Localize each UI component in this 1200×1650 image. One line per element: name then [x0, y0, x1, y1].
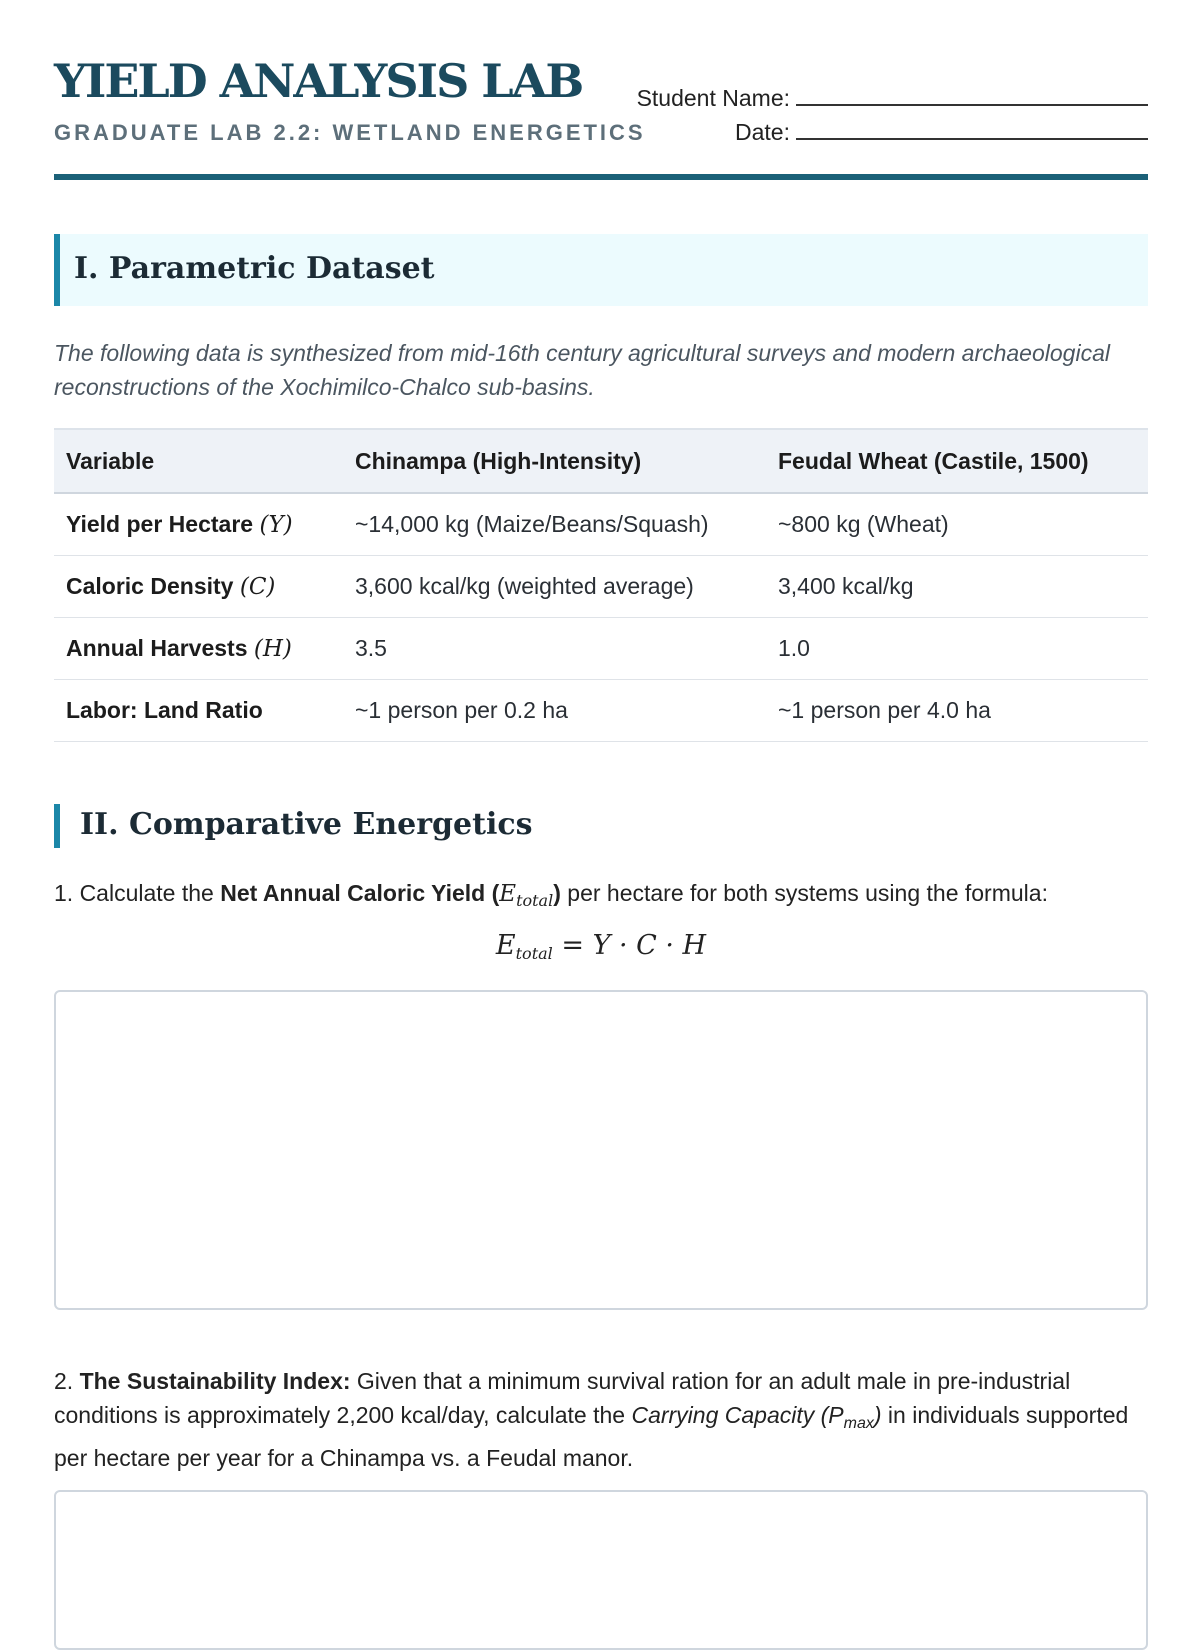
variable-cell	[54, 618, 343, 680]
formula-rhs: = Y · C · H	[552, 930, 707, 961]
parametric-data-table	[54, 428, 1148, 742]
student-info-fields	[628, 82, 1148, 150]
dataset-intro: The following data is synthesized from mid-16th century agricultural surveys and modern archaeological reconstructions of the Xochimilco-Chalco sub-basins.	[54, 340, 1110, 400]
student-name-field[interactable]	[796, 82, 1148, 106]
chinampa-cell: ~14,000 kg (Maize/Beans/Squash)	[343, 493, 766, 556]
student-name-row	[628, 82, 1148, 116]
q2-text-1: Given that a minimum survival ration for an adult male in pre-industrial conditions is approximately 2,200 kcal/day, calculate the	[54, 1368, 1071, 1428]
lab-subtitle: GRADUATE LAB 2.2: WETLAND ENERGETICS	[54, 120, 646, 145]
question-1	[54, 876, 1148, 918]
q2-italic-term: Carrying Capacity (P	[631, 1402, 844, 1428]
section-1-banner	[54, 234, 1148, 306]
variable-name: Yield per Hectare	[66, 511, 254, 537]
table-row	[54, 618, 1148, 680]
feudal-cell: 1.0	[766, 618, 1148, 680]
q1-bold-close: )	[553, 880, 561, 906]
chinampa-cell: ~1 person per 0.2 ha	[343, 680, 766, 742]
date-row	[628, 116, 1148, 150]
section-1-heading: I. Parametric Dataset	[74, 251, 435, 286]
formula-lhs: E	[495, 930, 516, 961]
q2-italic-subscript: max	[843, 1415, 874, 1432]
q2-text-2: in individuals supported per hectare per year for a Chinampa vs. a Feudal manor.	[54, 1402, 1129, 1471]
table-row	[54, 680, 1148, 742]
chinampa-cell: 3,600 kcal/kg (weighted average)	[343, 556, 766, 618]
q1-bold-label: Net Annual Caloric Yield (	[220, 880, 500, 906]
variable-cell	[54, 556, 343, 618]
q2-bold-label: The Sustainability Index:	[79, 1368, 351, 1394]
table-header-cell: Feudal Wheat (Castile, 1500)	[766, 429, 1148, 493]
table-header-cell: Chinampa (High-Intensity)	[343, 429, 766, 493]
answer-box-2[interactable]	[54, 1490, 1148, 1650]
q1-variable: E	[499, 881, 517, 907]
formula-subscript: total	[515, 944, 553, 963]
q1-suffix: per hectare for both systems using the formula:	[560, 880, 1048, 906]
variable-symbol: (Y)	[259, 512, 293, 538]
table-row	[54, 493, 1148, 556]
worksheet-header	[54, 0, 1148, 180]
variable-cell	[54, 680, 343, 742]
student-name-label: Student Name:	[636, 85, 790, 111]
variable-symbol: (C)	[239, 574, 276, 600]
header-divider	[54, 174, 1148, 180]
lab-title: YIELD ANALYSIS LAB	[54, 54, 583, 108]
section-2-heading: II. Comparative Energetics	[80, 807, 533, 842]
feudal-cell: 3,400 kcal/kg	[766, 556, 1148, 618]
q2-italic-close: )	[873, 1402, 882, 1428]
table-header-cell: Variable	[54, 429, 343, 493]
q1-prefix: 1. Calculate the	[54, 880, 221, 906]
q2-prefix: 2.	[54, 1368, 80, 1394]
variable-name: Caloric Density	[66, 573, 234, 599]
variable-name: Labor: Land Ratio	[66, 697, 263, 723]
table-row	[54, 556, 1148, 618]
energy-formula	[54, 930, 1148, 963]
q1-variable-subscript: total	[516, 891, 554, 910]
table-header-row	[54, 429, 1148, 493]
variable-symbol: (H)	[253, 636, 292, 662]
question-2	[54, 1364, 1148, 1475]
variable-cell	[54, 493, 343, 556]
feudal-cell: ~800 kg (Wheat)	[766, 493, 1148, 556]
variable-name: Annual Harvests	[66, 635, 248, 661]
answer-box-1[interactable]	[54, 990, 1148, 1310]
date-field[interactable]	[796, 116, 1148, 140]
chinampa-cell: 3.5	[343, 618, 766, 680]
section-2-heading-bar	[54, 804, 533, 848]
date-label: Date:	[735, 119, 790, 145]
feudal-cell: ~1 person per 4.0 ha	[766, 680, 1148, 742]
